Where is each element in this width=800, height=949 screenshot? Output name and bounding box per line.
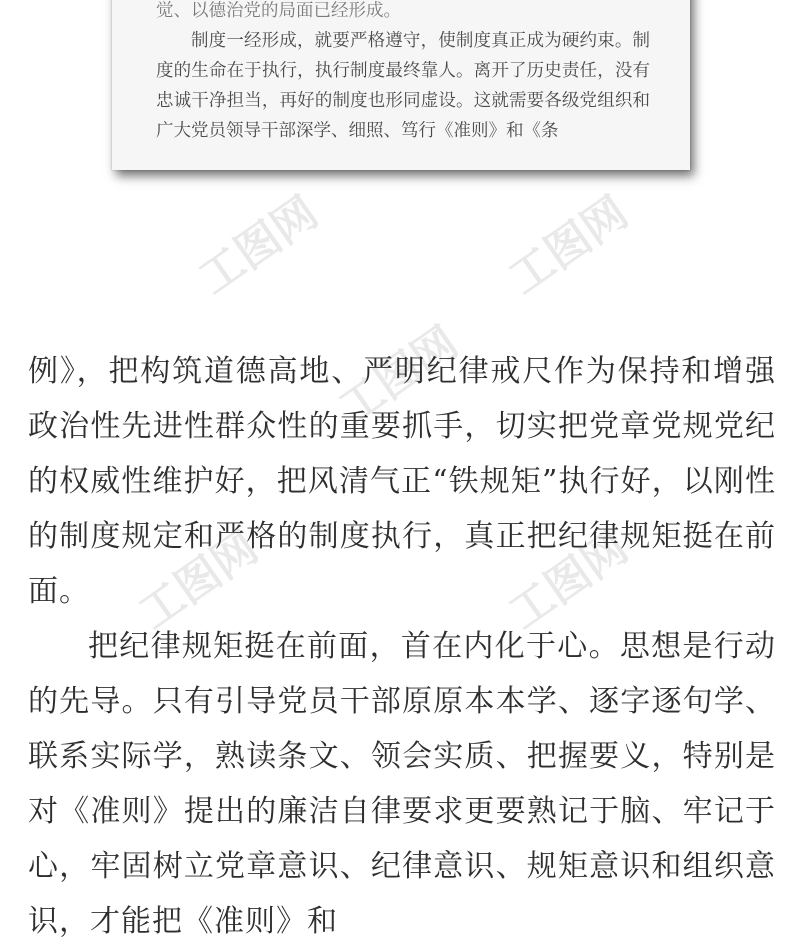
watermark: 工图网 (189, 186, 328, 305)
watermark: 工图网 (129, 521, 268, 640)
document-card (112, 0, 690, 170)
card-text (156, 0, 650, 146)
body-paragraph-2: 把纪律规矩挺在前面，首在内化于心。思想是行动的先导。只有引导党员干部原原本本学、逐字逐句学、联系实际学，熟读条文、领会实质、把握要义，特别是对《准则》提出的廉洁自律要求更要熟记于脑、牢记于心，牢固树立党章意识、纪律意识、规矩意识和组织意识，才能把《准则》和 (28, 629, 776, 939)
watermark: 工图网 (329, 316, 468, 435)
article-body (28, 344, 776, 949)
card-line-top: 觉、以德治党的局面已经形成。 (156, 1, 401, 21)
watermark: 工图网 (499, 521, 638, 640)
watermark: 工图网 (499, 186, 638, 305)
card-paragraph: 制度一经形成，就要严格遵守，使制度真正成为硬约束。制度的生命在于执行，执行制度最终靠人。离开了历史责任，没有忠诚干净担当，再好的制度也形同虚设。这就需要各级党组织和广大党员领导干部深学、细照、笃行《准则》和《条 (156, 31, 650, 141)
body-paragraph-1: 例》，把构筑道德高地、严明纪律戒尺作为保持和增强政治性先进性群众性的重要抓手，切实把党章党规党纪的权威性维护好，把风清气正“铁规矩”执行好，以刚性的制度规定和严格的制度执行，真正把纪律规矩挺在前面。 (28, 354, 776, 609)
